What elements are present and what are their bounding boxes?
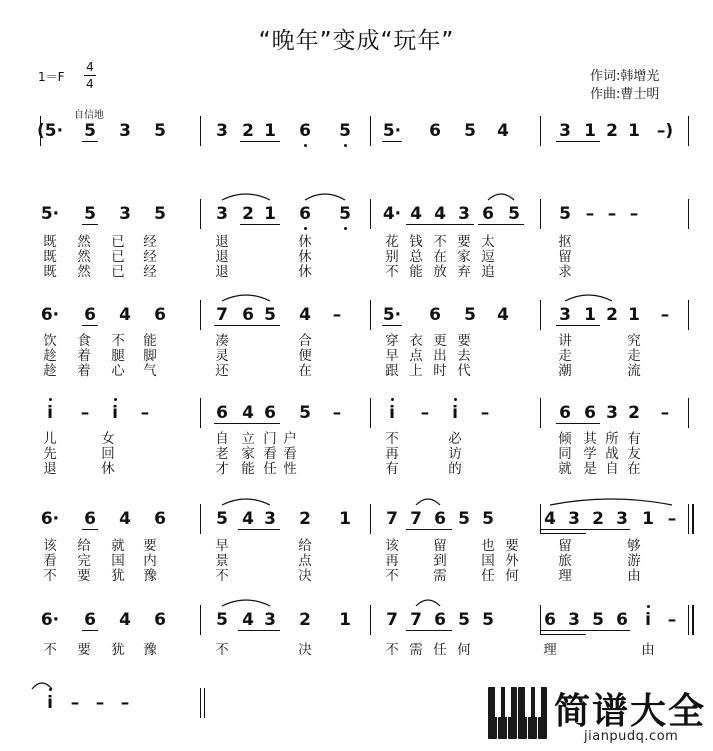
key-signature: 1＝F (38, 70, 65, 84)
lyric-char: 然 (77, 264, 91, 280)
lyric-char: 的 (448, 461, 462, 477)
note: – (120, 693, 130, 713)
lyric-char: 不 (43, 642, 57, 658)
tempo-marking: 自信地 (74, 110, 104, 121)
note: 2 (299, 509, 311, 529)
lyric-char: 老 (215, 446, 229, 462)
lyric-char: 饮 (43, 333, 57, 349)
lyric-char: 就 (558, 461, 572, 477)
tie-arc (222, 499, 270, 505)
note: (5· (36, 121, 64, 141)
lyric-char: 犹 (111, 568, 125, 584)
lyric-char: 更 (433, 333, 447, 349)
lyric-char: 再 (385, 553, 399, 569)
lyric-char: 经 (143, 234, 157, 250)
lyric-char: 食 (77, 333, 91, 349)
note: 5 (559, 204, 571, 224)
lyric-char: 不 (215, 568, 229, 584)
note: 1 (628, 121, 640, 141)
note: 6 (84, 610, 96, 630)
lyric-char: 已 (111, 234, 125, 250)
note: 6 (154, 305, 166, 325)
lyric-char: 抠 (558, 234, 572, 250)
lyric-char: 有 (385, 461, 399, 477)
note: 5 (216, 610, 228, 630)
note: 5 (339, 121, 351, 141)
note: 6 (559, 403, 571, 423)
note: 2 (606, 121, 618, 141)
note: i (645, 610, 651, 630)
note: – (95, 693, 105, 713)
lyric-char: 还 (215, 363, 229, 379)
lyric-char: 门 (263, 431, 277, 447)
piano-keys-icon (488, 685, 546, 741)
lyric-char: 着 (77, 348, 91, 364)
note: 3 (568, 509, 580, 529)
lyric-char: 看 (283, 446, 297, 462)
note: 4 (242, 610, 254, 630)
lyric-char: 要 (77, 642, 91, 658)
note: 5 (154, 121, 166, 141)
lyric-char: 经 (143, 264, 157, 280)
note: 6 (616, 610, 628, 630)
note: 5 (508, 204, 520, 224)
lyric-char: 能 (241, 461, 255, 477)
lyric-char: 倾 (558, 431, 572, 447)
lyric-char: 放 (433, 264, 447, 280)
lyric-char: 早 (385, 348, 399, 364)
lyric-char: 在 (627, 461, 641, 477)
lyric-char: 何 (457, 642, 471, 658)
note: 5 (464, 305, 476, 325)
tie-arc (222, 295, 270, 301)
lyric-char: 不 (385, 568, 399, 584)
note: – (140, 403, 150, 423)
lyric-char: 能 (409, 264, 423, 280)
lyric-char: 任 (433, 642, 447, 658)
note: 6 (429, 121, 441, 141)
note: 3 (119, 204, 131, 224)
note: 3 (568, 610, 580, 630)
lyric-char: 穿 (385, 333, 399, 349)
lyric-char: 在 (433, 249, 447, 265)
lyric-char: 不 (385, 264, 399, 280)
lyric-char: 退 (215, 234, 229, 250)
composer: 作曲:曹士明 (590, 87, 660, 102)
tie-arc (222, 194, 270, 200)
lyric-char: 花 (385, 234, 399, 250)
note: 4 (242, 509, 254, 529)
lyric-char: 灵 (215, 348, 229, 364)
lyric-char: 决 (298, 568, 312, 584)
lyric-char: 趁 (43, 348, 57, 364)
lyric-char: 要 (143, 538, 157, 554)
lyric-char: 留 (433, 538, 447, 554)
lyric-char: 战 (605, 446, 619, 462)
lyric-char: 休 (298, 234, 312, 250)
lyric-char: 不 (215, 642, 229, 658)
note: 5 (482, 509, 494, 529)
lyric-char: 学 (583, 446, 597, 462)
note: 6 (584, 403, 596, 423)
lyric-char: 也 (481, 538, 495, 554)
lyric-char: 必 (448, 431, 462, 447)
note: 4 (119, 610, 131, 630)
lyric-char: 家 (457, 249, 471, 265)
lyric-char: 衣 (409, 333, 423, 349)
note: – (332, 305, 342, 325)
note: 2 (242, 121, 254, 141)
note: 1 (628, 305, 640, 325)
lyric-char: 趁 (43, 363, 57, 379)
lyric-char: 户 (283, 431, 297, 447)
note: i (389, 403, 395, 423)
lyric-char: 够 (627, 538, 641, 554)
note: 5 (216, 509, 228, 529)
lyric-char: 既 (43, 234, 57, 250)
lyric-char: 其 (583, 431, 597, 447)
note: 5 (299, 403, 311, 423)
lyric-char: 需 (409, 642, 423, 658)
note: 7 (386, 610, 398, 630)
note: 4 (497, 305, 509, 325)
time-signature-top: 4 (86, 60, 94, 74)
lyric-char: 弃 (457, 264, 471, 280)
note: 5 (84, 204, 96, 224)
lyric-char: 由 (627, 568, 641, 584)
lyric-char: 理 (543, 642, 557, 658)
lyric-char: 何 (505, 568, 519, 584)
note: 6 (154, 610, 166, 630)
note: 6 (482, 204, 494, 224)
note: 6 (299, 121, 311, 141)
note: 5 (84, 121, 96, 141)
note: i (112, 403, 118, 423)
lyric-char: 给 (298, 538, 312, 554)
logo-url: jianpudq.com (584, 729, 679, 744)
note: 4 (119, 509, 131, 529)
note: 3 (559, 121, 571, 141)
note: 6 (434, 610, 446, 630)
note: 3 (616, 509, 628, 529)
lyric-char: 不 (111, 333, 125, 349)
lyric-char: 豫 (143, 568, 157, 584)
note: 6 (299, 204, 311, 224)
tie-arc (222, 600, 270, 606)
lyric-char: 气 (143, 363, 157, 379)
note: 4 (299, 305, 311, 325)
lyric-char: 回 (101, 446, 115, 462)
lyric-char: 所 (605, 431, 619, 447)
lyric-char: 便 (298, 348, 312, 364)
tie-arc (416, 499, 440, 505)
lyric-char: 讲 (558, 333, 572, 349)
lyric-char: 能 (143, 333, 157, 349)
note: – (420, 403, 430, 423)
note: 1 (584, 305, 596, 325)
lyric-char: 自 (215, 431, 229, 447)
tie-arc (565, 295, 612, 301)
lyric-char: 休 (101, 461, 115, 477)
note: 2 (628, 403, 640, 423)
note: 2 (606, 305, 618, 325)
lyric-char: 休 (298, 264, 312, 280)
lyric-char: 要 (505, 538, 519, 554)
note: 5 (154, 204, 166, 224)
lyric-char: 儿 (43, 431, 57, 447)
lyric-char: 潮 (558, 363, 572, 379)
lyric-char: 不 (385, 431, 399, 447)
lyric-char: 看 (263, 446, 277, 462)
lyric-char: 立 (241, 431, 255, 447)
lyric-char: 看 (43, 553, 57, 569)
lyric-char: 不 (433, 234, 447, 250)
note: 2 (242, 204, 254, 224)
lyric-char: 已 (111, 249, 125, 265)
lyric-char: 外 (505, 553, 519, 569)
note: i (452, 403, 458, 423)
lyric-char: 该 (43, 538, 57, 554)
note: 6 (84, 305, 96, 325)
note: 5· (40, 204, 60, 224)
lyric-char: 给 (77, 538, 91, 554)
lyric-char: 国 (481, 553, 495, 569)
lyric-char: 要 (77, 568, 91, 584)
lyric-char: 既 (43, 249, 57, 265)
note: 6 (434, 509, 446, 529)
lyric-char: 心 (111, 363, 125, 379)
lyric-char: 要 (457, 234, 471, 250)
lyric-char: 代 (457, 363, 471, 379)
lyric-char: 凑 (215, 333, 229, 349)
lyric-char: 早 (215, 538, 229, 554)
lyric-char: 先 (43, 446, 57, 462)
note: 6· (40, 509, 60, 529)
lyric-char: 景 (215, 553, 229, 569)
lyric-char: 时 (433, 363, 447, 379)
lyric-char: 犹 (111, 642, 125, 658)
note: 6 (154, 509, 166, 529)
lyric-char: 就 (111, 538, 125, 554)
lyric-char: 然 (77, 234, 91, 250)
note: 6 (84, 509, 96, 529)
note: 3 (264, 509, 276, 529)
lyric-char: 总 (409, 249, 423, 265)
lyric-char: 去 (457, 348, 471, 364)
song-title: “晚年”变成“玩年” (258, 28, 455, 54)
note: 3 (606, 403, 618, 423)
note: 4 (544, 509, 556, 529)
note: 5 (482, 610, 494, 630)
note: 1 (339, 610, 351, 630)
note: 6 (242, 305, 254, 325)
note: 5· (382, 121, 402, 141)
lyric-char: 出 (433, 348, 447, 364)
note: –) (656, 121, 674, 141)
lyric-char: 求 (558, 264, 572, 280)
lyric-char: 经 (143, 249, 157, 265)
lyric-char: 有 (627, 431, 641, 447)
note: 3 (119, 121, 131, 141)
note: 3 (264, 610, 276, 630)
note: 4 (242, 403, 254, 423)
note: 7 (410, 509, 422, 529)
lyricist: 作词:韩增光 (590, 69, 660, 84)
note: 6· (40, 305, 60, 325)
lyric-char: 任 (481, 568, 495, 584)
tie-arc (305, 194, 345, 200)
lyric-char: 走 (627, 348, 641, 364)
note: – (480, 403, 490, 423)
lyric-char: 逗 (481, 249, 495, 265)
lyric-char: 上 (409, 363, 423, 379)
note: – (607, 204, 617, 224)
note: 3 (559, 305, 571, 325)
note: i (47, 693, 53, 713)
note: i (47, 403, 53, 423)
lyric-char: 家 (241, 446, 255, 462)
note: 1 (264, 121, 276, 141)
lyric-char: 别 (385, 249, 399, 265)
lyric-char: 任 (263, 461, 277, 477)
lyric-char: 到 (433, 553, 447, 569)
note: 1 (642, 509, 654, 529)
lyric-char: 友 (627, 446, 641, 462)
lyric-char: 太 (481, 234, 495, 250)
lyric-char: 退 (215, 264, 229, 280)
lyric-char: 点 (298, 553, 312, 569)
note: 1 (584, 121, 596, 141)
lyric-char: 决 (298, 642, 312, 658)
lyric-char: 要 (457, 333, 471, 349)
lyric-char: 休 (298, 249, 312, 265)
note: – (70, 693, 80, 713)
lyric-char: 流 (627, 363, 641, 379)
note: 3 (458, 204, 470, 224)
lyric-char: 不 (43, 568, 57, 584)
lyric-char: 豫 (143, 642, 157, 658)
note: 4 (434, 204, 446, 224)
note: – (660, 305, 670, 325)
note: 1 (339, 509, 351, 529)
lyric-char: 由 (641, 642, 655, 658)
lyric-char: 退 (43, 461, 57, 477)
lyric-char: 完 (77, 553, 91, 569)
note: – (585, 204, 595, 224)
lyric-char: 自 (605, 461, 619, 477)
lyric-char: 内 (143, 553, 157, 569)
lyric-char: 才 (215, 461, 229, 477)
note: 5· (382, 305, 402, 325)
tie-arc (488, 194, 514, 200)
note: 5 (458, 610, 470, 630)
lyric-char: 留 (558, 538, 572, 554)
note: 4 (119, 305, 131, 325)
note: 2 (299, 610, 311, 630)
lyric-char: 访 (448, 446, 462, 462)
lyric-char: 究 (627, 333, 641, 349)
lyric-char: 在 (298, 363, 312, 379)
note: 6 (264, 403, 276, 423)
note: 5 (464, 121, 476, 141)
tie-arc (416, 600, 440, 606)
note: – (660, 403, 670, 423)
note: 5 (339, 204, 351, 224)
lyric-char: 留 (558, 249, 572, 265)
lyric-char: 女 (101, 431, 115, 447)
tie-arc (550, 499, 672, 505)
note: – (332, 403, 342, 423)
note: – (629, 204, 639, 224)
note: 5 (592, 610, 604, 630)
lyric-char: 合 (298, 333, 312, 349)
lyric-char: 同 (558, 446, 572, 462)
tie-arc (32, 683, 52, 689)
lyric-char: 跟 (385, 363, 399, 379)
note: 6· (40, 610, 60, 630)
lyric-char: 腿 (111, 348, 125, 364)
lyric-char: 性 (283, 461, 297, 477)
note: 2 (592, 509, 604, 529)
note: 5 (458, 509, 470, 529)
lyric-char: 需 (433, 568, 447, 584)
lyric-char: 理 (558, 568, 572, 584)
logo-name: 简谱大全 (554, 691, 707, 732)
lyric-char: 再 (385, 446, 399, 462)
note: – (667, 509, 677, 529)
lyric-char: 国 (111, 553, 125, 569)
note: 4· (382, 204, 402, 224)
lyric-char: 点 (409, 348, 423, 364)
note: 5 (264, 305, 276, 325)
lyric-char: 该 (385, 538, 399, 554)
note: – (667, 610, 677, 630)
note: 4 (497, 121, 509, 141)
note: 3 (216, 204, 228, 224)
time-signature-bottom: 4 (86, 77, 94, 91)
note: 4 (410, 204, 422, 224)
lyric-char: 是 (583, 461, 597, 477)
lyric-char: 既 (43, 264, 57, 280)
lyric-char: 退 (215, 249, 229, 265)
site-logo (488, 685, 713, 751)
note: 1 (264, 204, 276, 224)
note: 7 (216, 305, 228, 325)
lyric-char: 钱 (409, 234, 423, 250)
lyric-char: 不 (385, 642, 399, 658)
note: – (80, 403, 90, 423)
lyric-char: 已 (111, 264, 125, 280)
lyric-char: 追 (481, 264, 495, 280)
note: 6 (216, 403, 228, 423)
note: 3 (216, 121, 228, 141)
note: 6 (429, 305, 441, 325)
lyric-char: 走 (558, 348, 572, 364)
lyric-char: 旅 (558, 553, 572, 569)
lyric-char: 然 (77, 249, 91, 265)
lyric-char: 着 (77, 363, 91, 379)
note: 7 (410, 610, 422, 630)
lyric-char: 脚 (143, 348, 157, 364)
note: 7 (386, 509, 398, 529)
note: 6 (544, 610, 556, 630)
lyric-char: 游 (627, 553, 641, 569)
